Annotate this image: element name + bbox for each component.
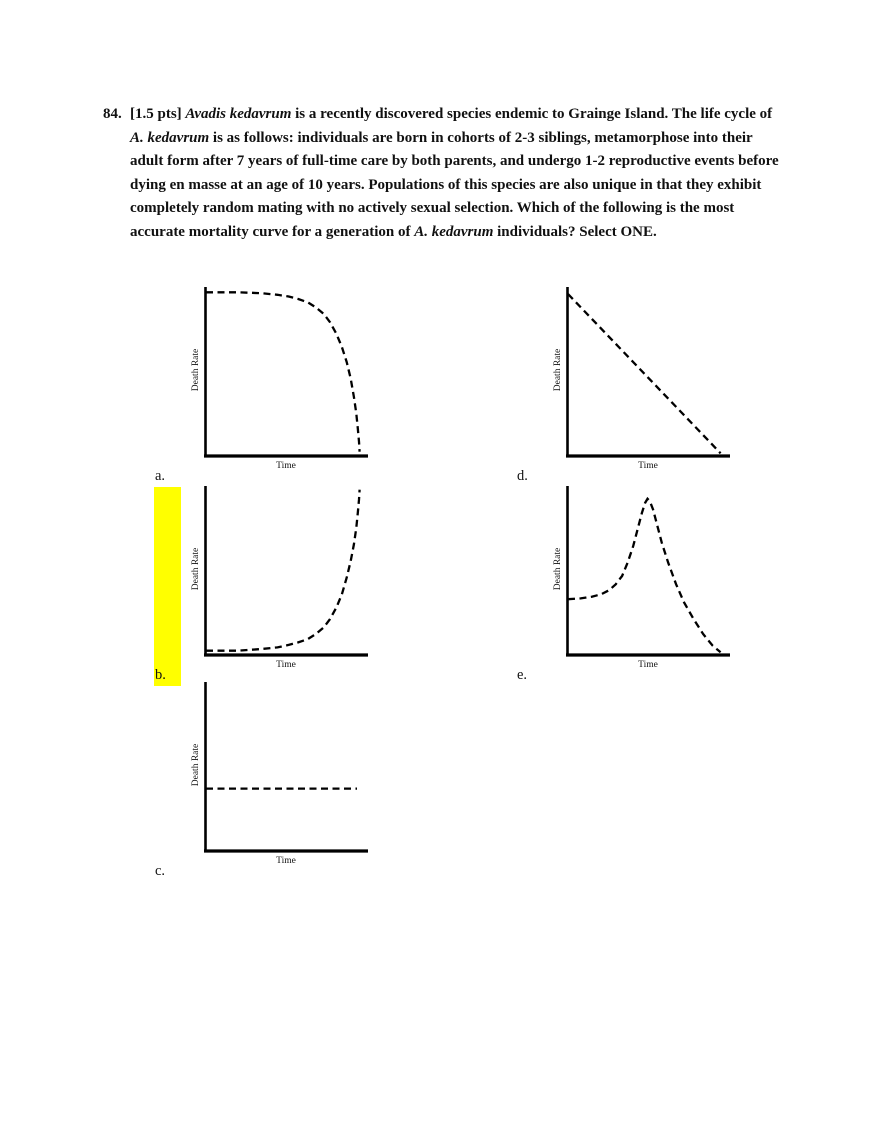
y-axis-label: Death Rate bbox=[191, 348, 201, 391]
mortality-curve bbox=[568, 294, 721, 453]
option-label-a: a. bbox=[155, 468, 166, 484]
question-text-segment: A. kedavrum bbox=[414, 223, 494, 240]
option-label-b: b. bbox=[155, 667, 166, 683]
question-number: 84. bbox=[103, 106, 122, 122]
mortality-curve bbox=[568, 499, 721, 653]
question-text-segment: A. kedavrum bbox=[130, 129, 210, 146]
plot-e-svg bbox=[566, 486, 730, 658]
plot-d-svg bbox=[566, 287, 730, 459]
y-axis-label: Death Rate bbox=[191, 547, 201, 590]
question-text-segment: is as follows: individuals are born in cohorts of 2-3 siblings, metamorphose into their adult form after 7 years of full-time care by both parents, and undergo 1-2 reproductive events before dying en masse at an age of 10 years. Populations of this species are also unique in that they exhibit completely random mating with no actively sexual selection. Which of the following is the most accurate mortality curve for a generation of bbox=[130, 129, 779, 240]
chart-option-a bbox=[155, 287, 368, 484]
question-text-segment: individuals? Select ONE. bbox=[493, 223, 657, 240]
option-label-c: c. bbox=[155, 863, 166, 879]
y-axis-label: Death Rate bbox=[553, 547, 563, 590]
y-axis-label: Death Rate bbox=[553, 348, 563, 391]
question-text bbox=[130, 106, 779, 240]
y-axis-label: Death Rate bbox=[191, 743, 201, 786]
plot-c-svg bbox=[204, 682, 368, 854]
x-axis-label: Time bbox=[638, 461, 658, 471]
x-axis-label: Time bbox=[276, 660, 296, 670]
option-label-e: e. bbox=[517, 667, 528, 683]
option-label-d: d. bbox=[517, 468, 528, 484]
question-text-segment: is a recently discovered species endemic to Grainge Island. The life cycle of bbox=[291, 106, 773, 122]
mortality-curve bbox=[206, 292, 360, 451]
mortality-curve bbox=[206, 490, 360, 651]
plot-a-svg bbox=[204, 287, 368, 459]
chart-option-d bbox=[517, 287, 730, 484]
highlight-annotation bbox=[154, 487, 181, 686]
question-text-segment: [1.5 pts] bbox=[130, 106, 186, 122]
chart-option-c bbox=[155, 682, 368, 879]
chart-option-e bbox=[517, 486, 730, 683]
x-axis-label: Time bbox=[276, 461, 296, 471]
plot-b-svg bbox=[204, 486, 368, 658]
question-block bbox=[103, 103, 781, 244]
x-axis-label: Time bbox=[276, 856, 296, 866]
chart-option-b bbox=[155, 486, 368, 683]
question-text-segment: Avadis kedavrum bbox=[185, 106, 292, 122]
x-axis-label: Time bbox=[638, 660, 658, 670]
